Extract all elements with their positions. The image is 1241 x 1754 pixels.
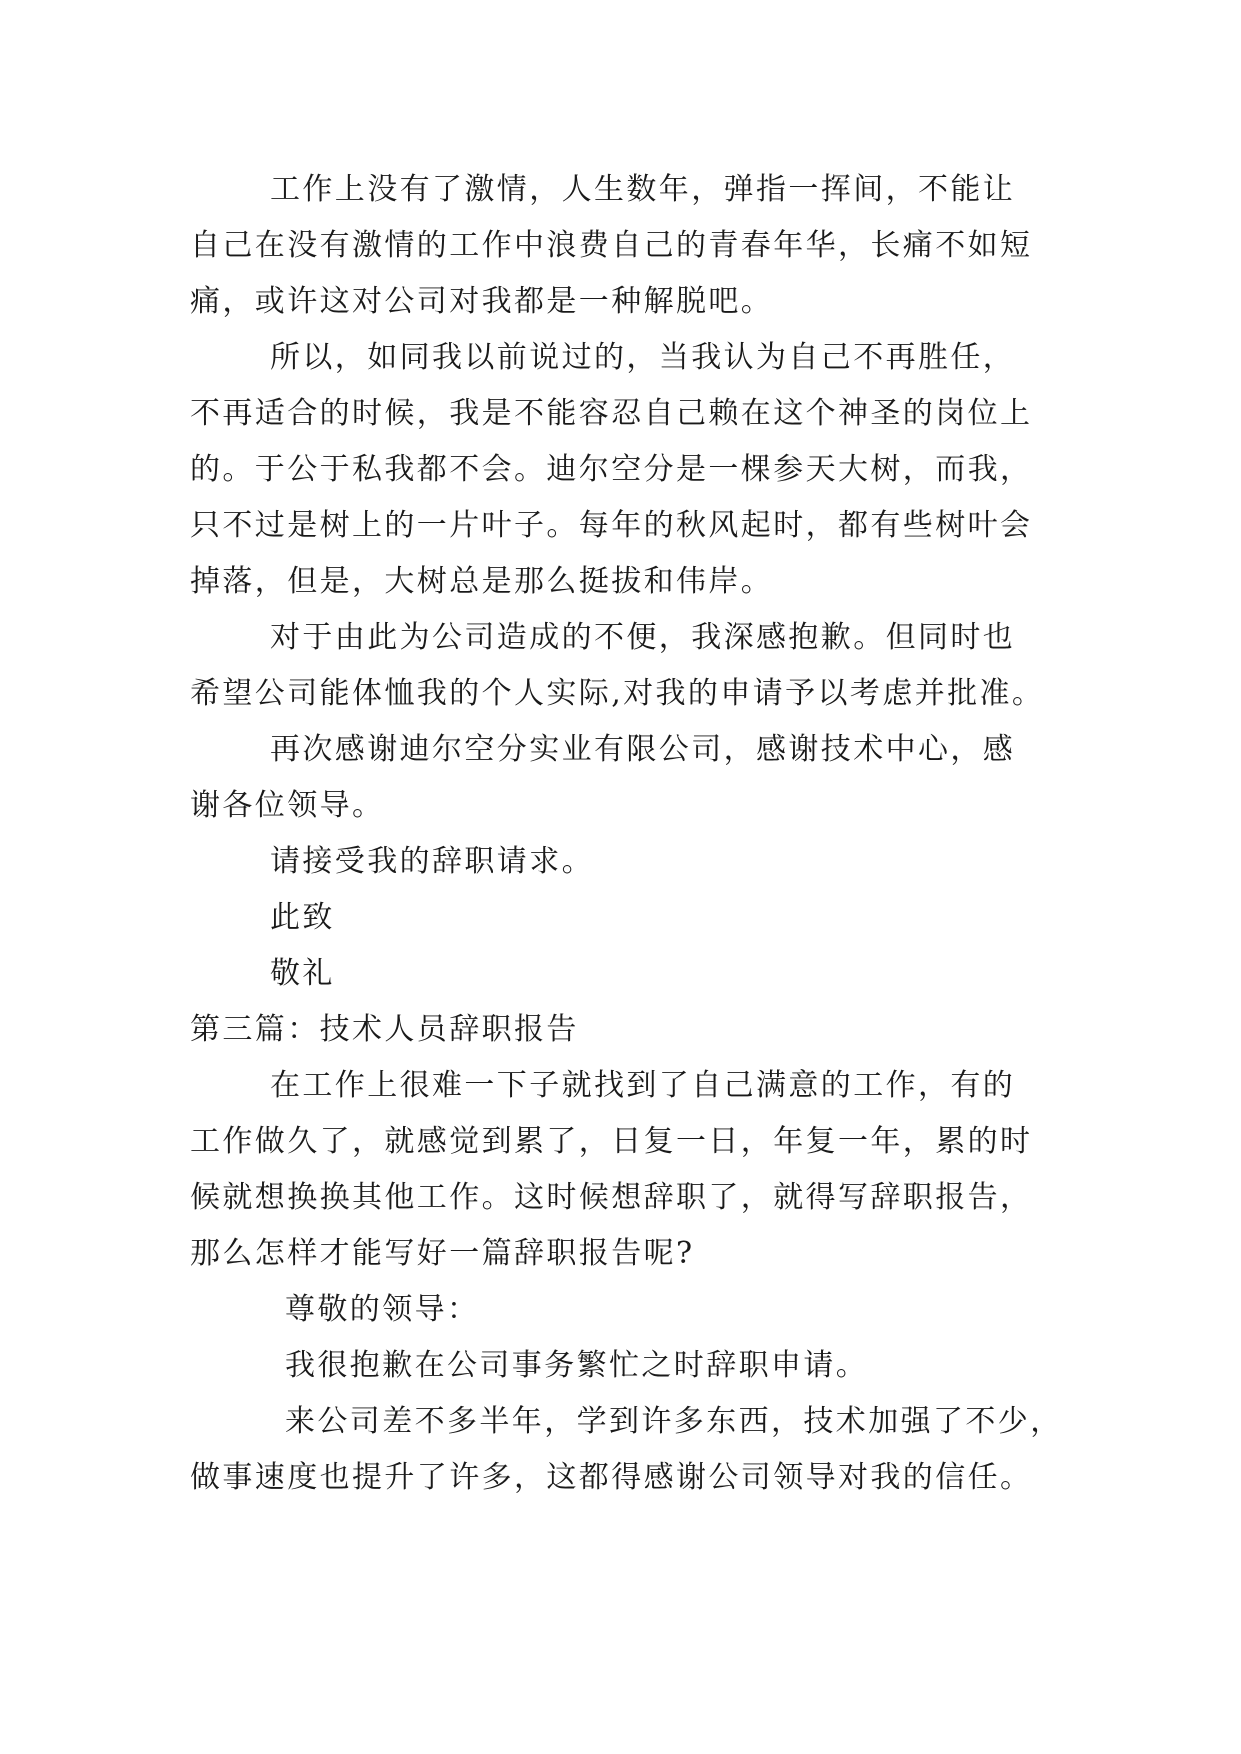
text-line: 工作上没有了激情，人生数年，弹指一挥间，不能让 bbox=[270, 172, 1016, 207]
document-body bbox=[190, 162, 1070, 1506]
text-line: 掉落，但是，大树总是那么挺拔和伟岸。 bbox=[190, 564, 774, 599]
text-line: 我很抱歉在公司事务繁忙之时辞职申请。 bbox=[285, 1348, 869, 1383]
salutation: 尊敬的领导： bbox=[285, 1292, 480, 1327]
text-line: 谢各位领导。 bbox=[190, 788, 385, 823]
text-line: 所以，如同我以前说过的，当我认为自己不再胜任， bbox=[270, 340, 1016, 375]
text-line: 来公司差不多半年，学到许多东西，技术加强了不少， bbox=[285, 1404, 1063, 1439]
text-line: 自己在没有激情的工作中浪费自己的青春年华，长痛不如短 bbox=[190, 228, 1033, 263]
text-line: 不再适合的时候，我是不能容忍自己赖在这个神圣的岗位上 bbox=[190, 396, 1033, 431]
text-line: 候就想换换其他工作。这时候想辞职了，就得写辞职报告， bbox=[190, 1180, 1033, 1215]
section-heading: 第三篇：技术人员辞职报告 bbox=[190, 1012, 579, 1047]
text-line: 做事速度也提升了许多，这都得感谢公司领导对我的信任。 bbox=[190, 1460, 1033, 1495]
text-line: 希望公司能体恤我的个人实际,对我的申请予以考虑并批准。 bbox=[190, 676, 1045, 711]
text-line: 再次感谢迪尔空分实业有限公司，感谢技术中心，感 bbox=[270, 732, 1016, 767]
text-line: 请接受我的辞职请求。 bbox=[270, 844, 594, 879]
text-line: 那么怎样才能写好一篇辞职报告呢? bbox=[190, 1236, 695, 1271]
text-line: 痛，或许这对公司对我都是一种解脱吧。 bbox=[190, 284, 774, 319]
text-line: 对于由此为公司造成的不便，我深感抱歉。但同时也 bbox=[270, 620, 1016, 655]
text-line: 只不过是树上的一片叶子。每年的秋风起时，都有些树叶会 bbox=[190, 508, 1033, 543]
text-line: 敬礼 bbox=[270, 956, 335, 991]
text-line: 工作做久了，就感觉到累了，日复一日，年复一年，累的时 bbox=[190, 1124, 1033, 1159]
text-line: 在工作上很难一下子就找到了自己满意的工作，有的 bbox=[270, 1068, 1016, 1103]
text-line: 此致 bbox=[270, 900, 335, 935]
text-line: 的。于公于私我都不会。迪尔空分是一棵参天大树，而我， bbox=[190, 452, 1033, 487]
